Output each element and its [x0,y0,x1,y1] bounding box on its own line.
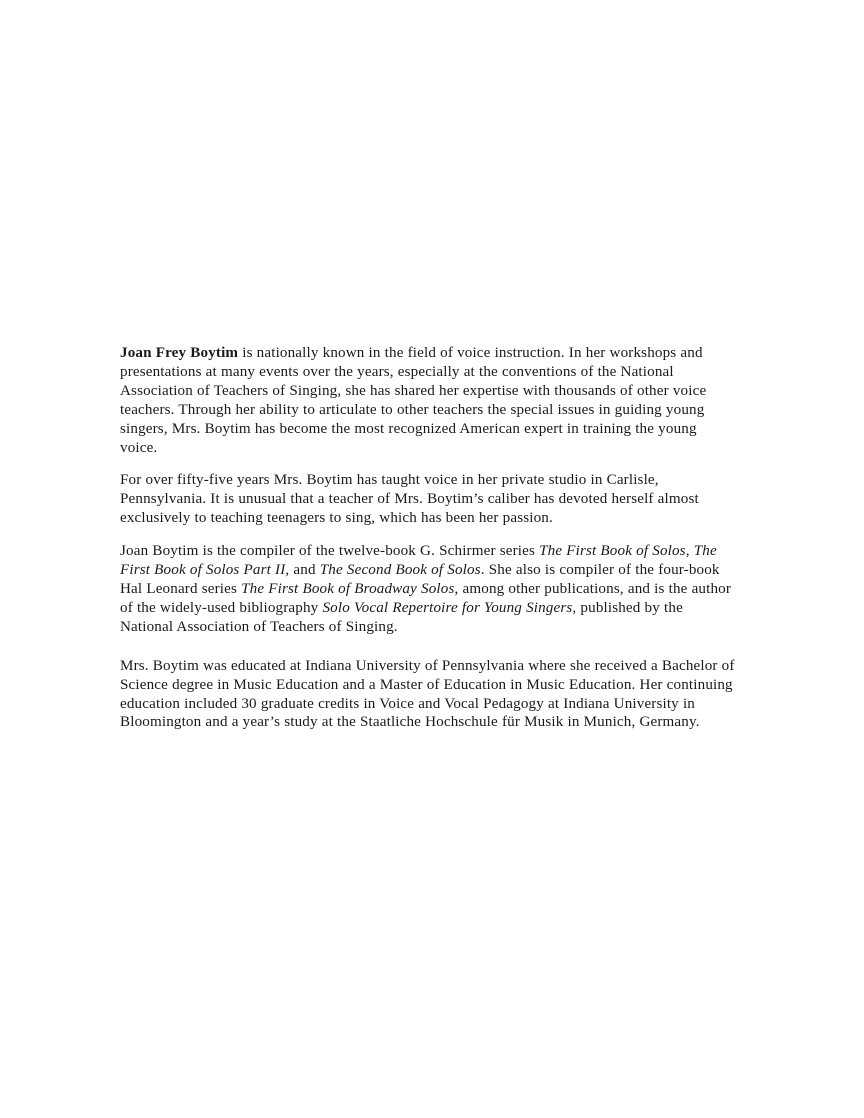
publication-title: The First Book of Solos Part II [120,543,717,579]
body-text-run: . She also is compiler of the four-book Hal Leonard series [120,562,720,597]
publication-title: The Second Book of Solos [319,562,481,579]
body-text-run: , and [285,562,320,579]
body-text-run: Mrs. Boytim was educated at Indiana University of Pennsylvania where she received a Bachelor of Science degree in Music Education and a Master of Education in Music Education. Her continuing education included 30 graduate credits in Voice and Vocal Pedagogy at Indiana University in Bloomington and a year’s study at the Staatliche Hochschule für Musik in Munich, Germany. [120,657,735,731]
publication-title: The First Book of Solos [539,543,686,560]
body-text-run: , published by the National Association of Teachers of Singing. [120,599,683,635]
bio-paragraph-studio [120,471,738,528]
author-name-bold: Joan Frey Boytim [120,345,239,361]
body-text-run: For over fifty-five years Mrs. Boytim has taught voice in her private studio in Carlisle, Pennsylvania. It is unusual that a teacher of Mrs. Boytim’s caliber has devoted herself almost exclusively to teaching teenagers to sing, which has been her passion. [120,472,699,527]
body-text-run: Joan Boytim is the compiler of the twelve-book G. Schirmer series [120,543,540,560]
publication-title: Solo Vocal Repertoire for Young Singers [322,599,573,616]
author-biography [120,344,738,732]
body-text-run: , among other publications, and is the author of the widely-used bibliography [120,580,732,616]
body-text-run: , [685,543,694,560]
bio-paragraph-education [120,657,738,733]
bio-paragraph-intro [120,344,738,457]
body-text-run: is nationally known in the field of voice instruction. In her workshops and presentations at many events over the years, especially at the conventions of the National Association of Teachers of Singing, she has shared her expertise with thousands of other voice teachers. Through her ability to articulate to other teachers the special issues in guiding young singers, Mrs. Boytim has become the most recognized American expert in training the young voice. [120,345,707,456]
bio-paragraph-publications [120,542,738,637]
publication-title: The First Book of Broadway Solos [241,580,455,597]
